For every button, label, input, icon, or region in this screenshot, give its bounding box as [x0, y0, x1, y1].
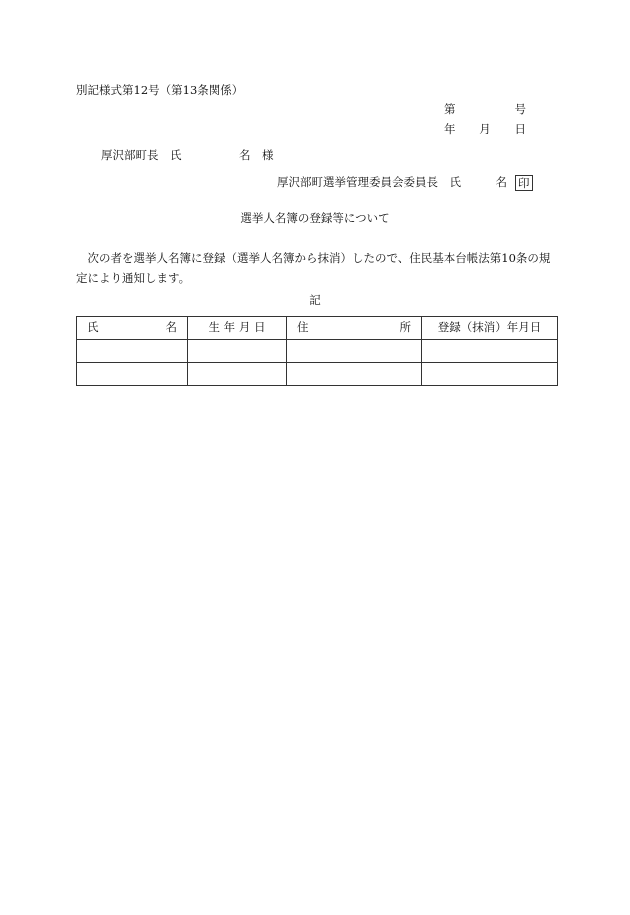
seal-mark: 印: [515, 175, 533, 191]
header-registration-date: 登録（抹消）年月日: [422, 317, 558, 340]
header-name-part2: 名: [165, 320, 177, 335]
table-cell: [77, 363, 188, 386]
date-day: 日: [514, 122, 526, 136]
header-address-part1: 住: [297, 320, 309, 335]
table-cell: [422, 363, 558, 386]
addressee: 厚沢部町長 氏 名 様: [101, 148, 274, 162]
table-cell: [287, 340, 422, 363]
table-cell: [77, 340, 188, 363]
header-name: [77, 317, 188, 340]
header-name-part1: 氏: [87, 320, 99, 335]
ki-heading: 記: [309, 293, 321, 307]
header-address-part2: 所: [399, 320, 411, 335]
header-birth-date: 生 年 月 日: [188, 317, 287, 340]
date-month: 月: [479, 122, 491, 136]
table-header-row: [77, 317, 558, 340]
table-row: [77, 340, 558, 363]
document-date-line: [444, 123, 526, 137]
sender-text: 厚沢部町選挙管理委員会委員長 氏 名: [277, 175, 507, 190]
sender: [277, 175, 533, 191]
table-cell: [287, 363, 422, 386]
document-subject: 選挙人名簿の登録等について: [240, 211, 390, 225]
date-year: 年: [444, 122, 456, 136]
document-number-line: [444, 103, 526, 117]
notice-body: 次の者を選挙人名簿に登録（選挙人名簿から抹消）したので、住民基本台帳法第10条の規定により通知します。: [76, 251, 551, 285]
header-address: [287, 317, 422, 340]
number-suffix: 号: [514, 102, 526, 116]
table-cell: [188, 340, 287, 363]
record-table: [76, 316, 558, 386]
table-cell: [422, 340, 558, 363]
table-cell: [188, 363, 287, 386]
number-prefix: 第: [444, 102, 456, 116]
table-row: [77, 363, 558, 386]
form-id: 別記様式第12号（第13条関係）: [76, 83, 244, 97]
